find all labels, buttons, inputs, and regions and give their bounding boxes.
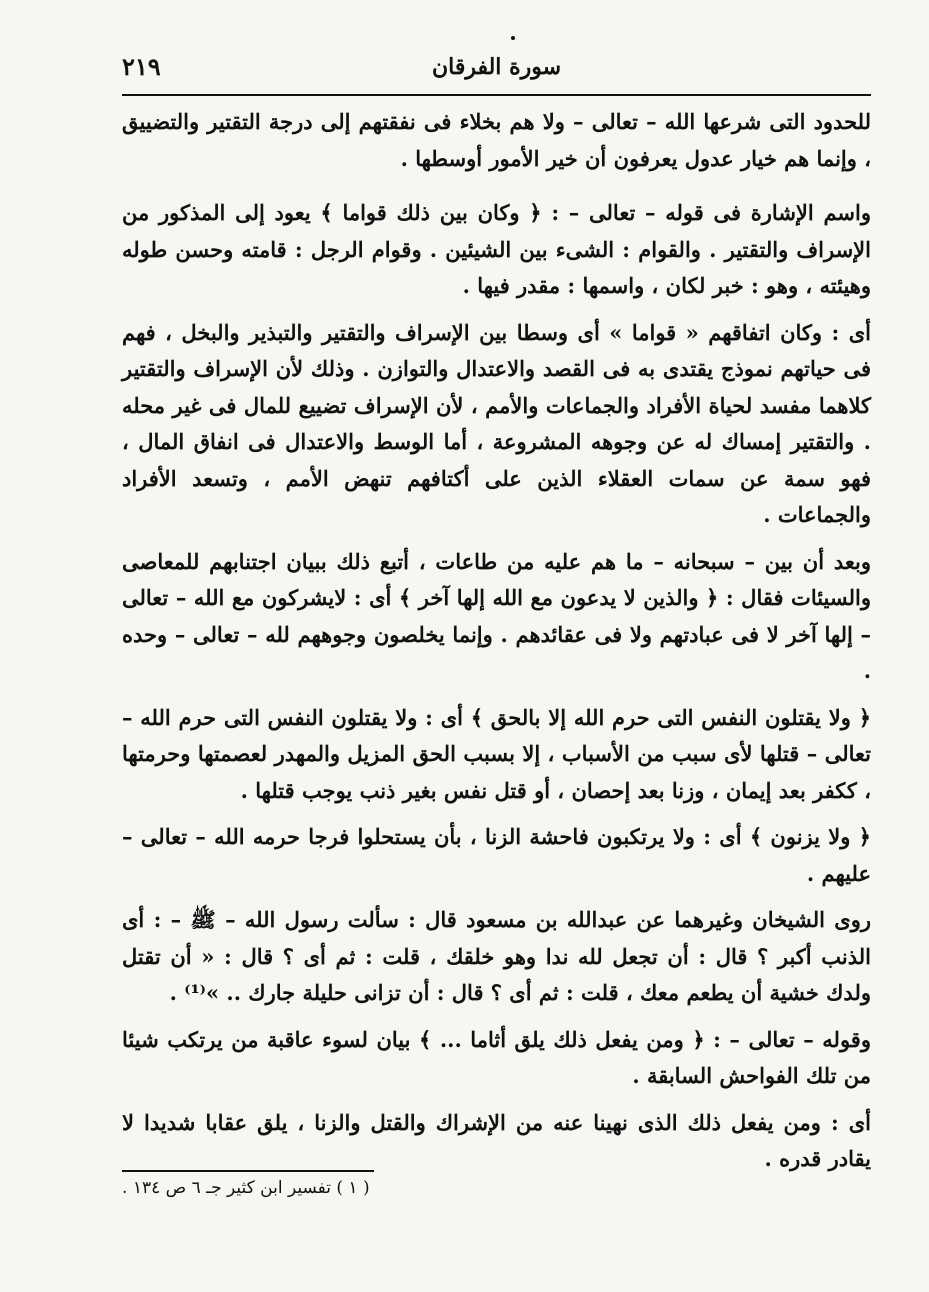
footnote-rule — [122, 1170, 374, 1172]
footnote — [122, 1178, 871, 1198]
footnote-text: ( ١ ) تفسير ابن كثير جـ ٦ ص ١٣٤ . — [122, 1178, 370, 1198]
paragraph-9: أى : ومن يفعل ذلك الذى نهينا عنه من الإشراك والقتل والزنا ، يلق عقابا شديدا لا يقادر قدره . — [122, 1109, 871, 1171]
paragraph-2: واسم الإشارة فى قوله – تعالى – : ﴿ وكان بين ذلك قواما ﴾ يعود إلى المذكور من الإسراف والتقتير . والقوام : الشىء بين الشيئين . وقوام الرجل : قامته وحسن طوله وهيئته ، وهو : خبر لكان ، واسمها : مقدر فيها . — [122, 200, 871, 298]
page-body — [122, 104, 871, 1178]
page-header — [122, 48, 871, 88]
header-rule — [122, 94, 871, 96]
paragraph-8: وقوله – تعالى – : ﴿ ومن يفعل ذلك يلق أثاما ... ﴾ بيان لسوء عاقبة من يرتكب شيئا من تلك الفواحش السابقة . — [122, 1026, 871, 1088]
paragraph-5: ﴿ ولا يقتلون النفس التى حرم الله إلا بالحق ﴾ أى : ولا يقتلون النفس التى حرم الله – تعالى – قتلها لأى سبب من الأسباب ، إلا بسبب الحق المزيل والمهدر لعصمتها وحرمتها ، ككفر بعد إيمان ، وزنا بعد إحصان ، أو قتل نفس بغير ذنب يوجب قتلها . — [122, 704, 871, 803]
paragraph-7: روى الشيخان وغيرهما عن عبدالله بن مسعود قال : سألت رسول الله – ﷺ – : أى الذنب أكبر ؟ قال : أن تجعل لله ندا وهو خلقك ، قلت : ثم أى ؟ قال : « أن تقتل ولدك خشية أن يطعم معك ، قلت : ثم أى ؟ قال : أن تزانى حليلة جارك .. »⁽¹⁾ . — [122, 907, 871, 1005]
paragraph-6: ﴿ ولا يزنون ﴾ أى : ولا يرتكبون فاحشة الزنا ، بأن يستحلوا فرجا حرمه الله – تعالى – عليهم . — [122, 824, 871, 886]
page-number: ٢١٩ — [122, 52, 161, 81]
header-dot — [511, 36, 515, 40]
running-title: سورة الفرقان — [431, 54, 562, 80]
paragraph-3: أى : وكان اتفاقهم « قواما » أى وسطا بين الإسراف والتقتير والتبذير والبخل ، فهم فى حياتهم نموذج يقتدى به فى القصد والاعتدال والتوازن . وذلك لأن الإسراف والتقتير كلاهما مفسد لحياة الأفراد والجماعات والأمم ، لأن الإسراف تضييع للمال فى غير محله . والتقتير إمساك له عن وجوهه المشروعة ، أما الوسط والاعتدال فى انفاق المال ، فهو سمة عن سمات العقلاء الذين على أكتافهم تنهض الأمم ، وتسعد الأفراد والجماعات . — [122, 319, 871, 527]
paragraph-1: للحدود التى شرعها الله – تعالى – ولا هم بخلاء فى نفقتهم إلى درجة التقتير والتضييق ، وإنما هم خيار عدول يعرفون أن خير الأمور أوسطها . — [122, 109, 871, 171]
paragraph-4: وبعد أن بين – سبحانه – ما هم عليه من طاعات ، أتبع ذلك ببيان اجتنابهم للمعاصى والسيئات فقال : ﴿ والذين لا يدعون مع الله إلها آخر ﴾ أى : لايشركون مع الله – تعالى – إلها آخر لا فى عبادتهم ولا فى عقائدهم . وإنما يخلصون وجوههم لله – تعالى – وحده . — [122, 548, 871, 683]
